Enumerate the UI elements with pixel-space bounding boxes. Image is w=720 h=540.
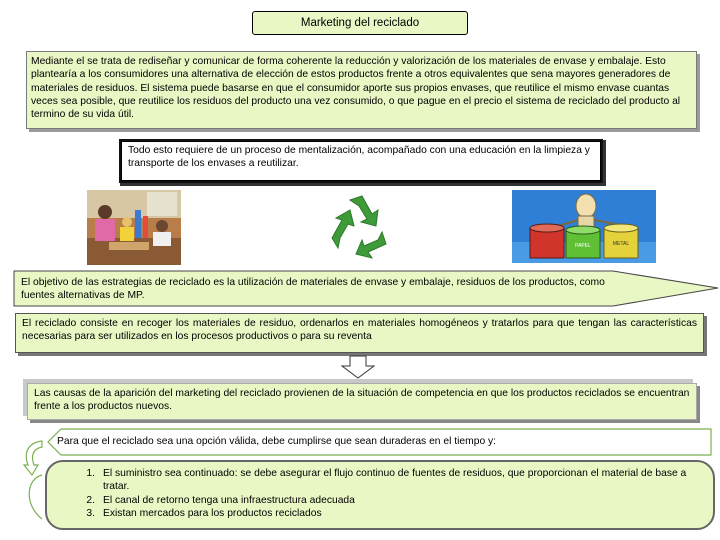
objective-text: El objetivo de las estrategias de reciclado es la utilización de materiales de envase y embalaje, residuos de los productos, como fuentes alternativas de MP. [21, 277, 605, 302]
recycling-bins-illustration [512, 190, 656, 263]
objective-arrow-box [13, 270, 719, 307]
down-arrow-icon [341, 355, 375, 379]
causes-box: Las causas de la aparición del marketing del reciclado provienen de la situación de competencia en que los productos reciclados se encuentran frente a los productos nuevos. [27, 383, 697, 420]
recycle-icon [328, 192, 392, 260]
list-item-number: 3. [86, 507, 95, 519]
list-item [65, 507, 703, 520]
list-item-text: El suministro sea continuado: se debe asegurar el flujo continuo de fuentes de residuos, que proporcionan el material de base a tratar. [103, 468, 687, 493]
list-item-text: Existan mercados para los productos reciclados [103, 507, 322, 519]
list-item [65, 494, 703, 507]
conditions-list [45, 460, 715, 530]
intro-box: Mediante el se trata de rediseñar y comunicar de forma coherente la reducción y valorización de los materiales de envase y embalaje. Esto plantearía a los consumidores una alternativa de elección de estos productos frente a otros equivalentes que sena mayores generadores de materiales de residuos. El sistema puede basarse en que el consumidor aporte sus propios envases, que reutilice el mismo envase cuantas veces sea posible, que reutilice los residuos del producto una vez consumido, o que pague en el precio el sistema de reciclado del producto al termino de su vida útil. [26, 51, 697, 129]
list-item-text: El canal de retorno tenga una infraestructura adecuada [103, 494, 355, 506]
bin-label-papel: PAPEL [575, 243, 591, 249]
requirement-box: Todo esto requiere de un proceso de mentalización, acompañado con una educación en la limpieza y transporte de los envases a reutilizar. [121, 141, 601, 181]
condition-text: Para que el reciclado sea una opción válida, debe cumplirse que sean duraderas en el tiempo y: [57, 436, 497, 447]
list-item-number: 1. [86, 468, 95, 479]
page-title: Marketing del reciclado [252, 11, 468, 35]
curved-arrow-icon [22, 435, 44, 525]
definition-box: El reciclado consiste en recoger los materiales de residuo, ordenarlos en materiales homogéneos y tratarlos para que tengan las características necesarias para ser utilizados en los procesos productivos o para su reventa [15, 313, 704, 353]
bin-label-metal: METAL [612, 241, 630, 247]
list-item [65, 467, 703, 494]
condition-banner [47, 428, 712, 456]
classroom-photo [87, 190, 181, 265]
list-item-number: 2. [86, 494, 95, 506]
